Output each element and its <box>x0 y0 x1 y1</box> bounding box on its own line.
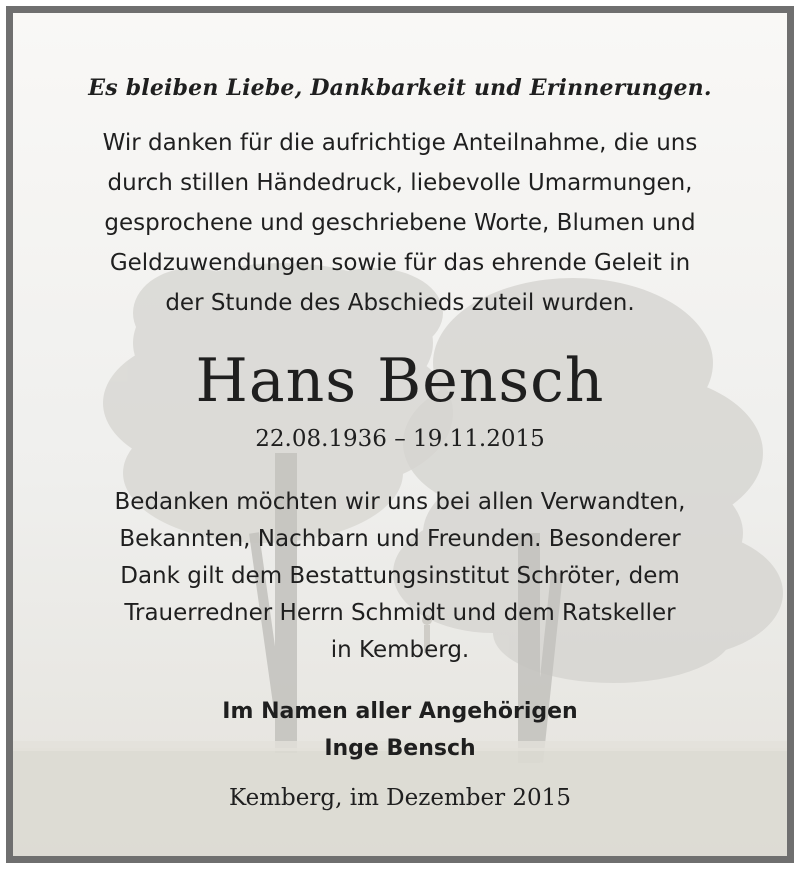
obituary-notice <box>13 13 787 856</box>
deceased-name: Hans Bensch <box>195 346 605 416</box>
place-and-date: Kemberg, im Dezember 2015 <box>229 785 571 811</box>
motto: Es bleiben Liebe, Dankbarkeit und Erinnerungen. <box>88 75 712 101</box>
gratitude-paragraph <box>13 484 787 669</box>
gratitude-line: Bedanken möchten wir uns bei allen Verwandten, <box>114 489 686 515</box>
thanks-line: der Stunde des Abschieds zuteil wurden. <box>165 290 635 316</box>
signature-block <box>13 693 787 767</box>
gratitude-line: Trauerredner Herrn Schmidt und dem Ratskeller <box>124 600 676 626</box>
thanks-line: durch stillen Händedruck, liebevolle Umarmungen, <box>107 170 693 196</box>
life-dates: 22.08.1936 – 19.11.2015 <box>255 426 545 452</box>
gratitude-line: Dank gilt dem Bestattungsinstitut Schröter, dem <box>120 563 680 589</box>
thanks-line: gesprochene und geschriebene Worte, Blumen und <box>104 210 696 236</box>
signature-line: Im Namen aller Angehörigen <box>222 699 578 724</box>
thanks-paragraph <box>13 123 787 323</box>
thanks-line: Wir danken für die aufrichtige Anteilnahme, die uns <box>102 130 698 156</box>
gratitude-line: in Kemberg. <box>330 637 470 663</box>
gratitude-line: Bekannten, Nachbarn und Freunden. Besonderer <box>119 526 681 552</box>
thanks-line: Geldzuwendungen sowie für das ehrende Geleit in <box>109 250 691 276</box>
signature-name: Inge Bensch <box>324 736 476 761</box>
notice-frame <box>6 6 794 863</box>
